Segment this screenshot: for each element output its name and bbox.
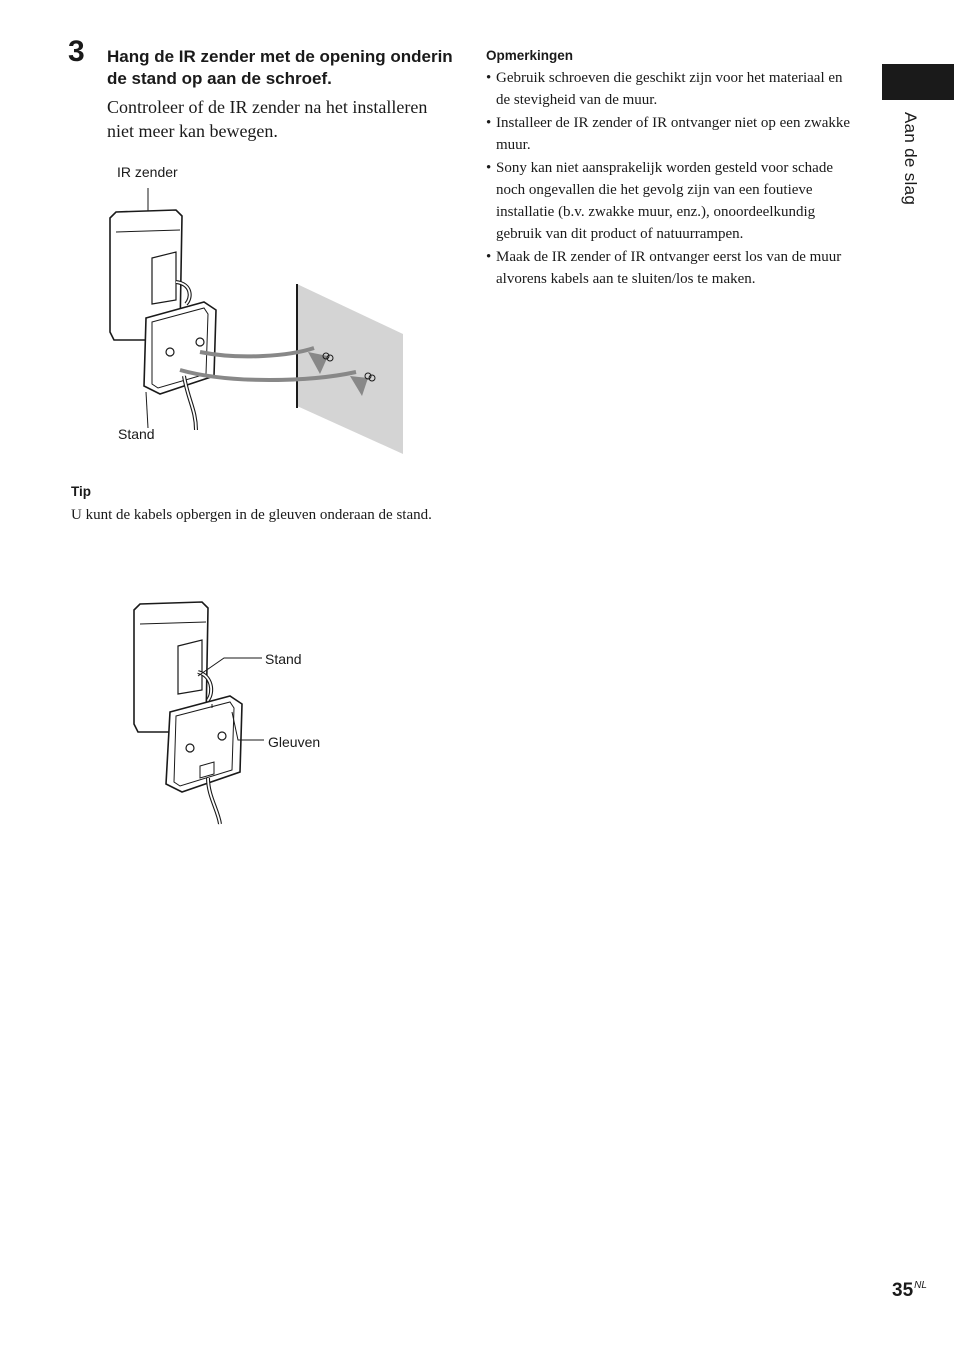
- list-item: • Installeer de IR zender of IR ontvanger niet op een zwakke muur.: [486, 115, 851, 153]
- section-tab-marker: [882, 64, 954, 100]
- figure1-label-stand: Stand: [118, 426, 155, 442]
- tip-heading: Tip: [71, 484, 91, 499]
- figure1-wall-mount-illustration: [100, 180, 410, 460]
- notes-heading: Opmerkingen: [486, 48, 574, 63]
- step-number: 3: [68, 35, 85, 68]
- note-text: Gebruik schroeven die geschikt zijn voor het materiaal en de stevigheid van de muur.: [496, 70, 843, 108]
- notes-list: [486, 67, 856, 291]
- list-item: • Gebruik schroeven die geschikt zijn voor het materiaal en de stevigheid van de muur.: [486, 70, 843, 108]
- figure1-label-ir-zender: IR zender: [117, 164, 178, 180]
- note-text: Maak de IR zender of IR ontvanger eerst los van de muur alvorens kabels aan te sluiten/los te maken.: [496, 249, 842, 287]
- section-tab-label: Aan de slag: [901, 112, 920, 206]
- step-title: Hang de IR zender met de opening onderin de stand op aan de schroef.: [107, 47, 453, 88]
- step-body: Controleer of de IR zender na het installeren niet meer kan bewegen.: [107, 97, 428, 141]
- page-number-value: 35: [892, 1280, 914, 1301]
- figure2-stand-slots-illustration: [126, 596, 276, 828]
- list-item: • Sony kan niet aansprakelijk worden gesteld voor schade noch ongevallen die het gevolg zijn van een foutieve installatie (b.v. zwakke muur, enz.), onoordeelkundig gebruik van dit product of natuurrampen.: [486, 160, 833, 242]
- page-number: [892, 1280, 927, 1302]
- note-text: Sony kan niet aansprakelijk worden gesteld voor schade noch ongevallen die het gevolg zijn van een foutieve installatie (b.v. zwakke muur, enz.), onoordeelkundig gebruik van dit product of natuurrampen.: [496, 160, 833, 242]
- figure2-label-gleuven: Gleuven: [268, 734, 321, 750]
- page-number-suffix: NL: [914, 1280, 927, 1291]
- note-text: Installeer de IR zender of IR ontvanger niet op een zwakke muur.: [496, 115, 851, 153]
- figure2-label-stand: Stand: [265, 651, 302, 667]
- list-item: • Maak de IR zender of IR ontvanger eerst los van de muur alvorens kabels aan te sluiten/los te maken.: [486, 249, 842, 287]
- tip-text: U kunt de kabels opbergen in de gleuven onderaan de stand.: [71, 507, 432, 523]
